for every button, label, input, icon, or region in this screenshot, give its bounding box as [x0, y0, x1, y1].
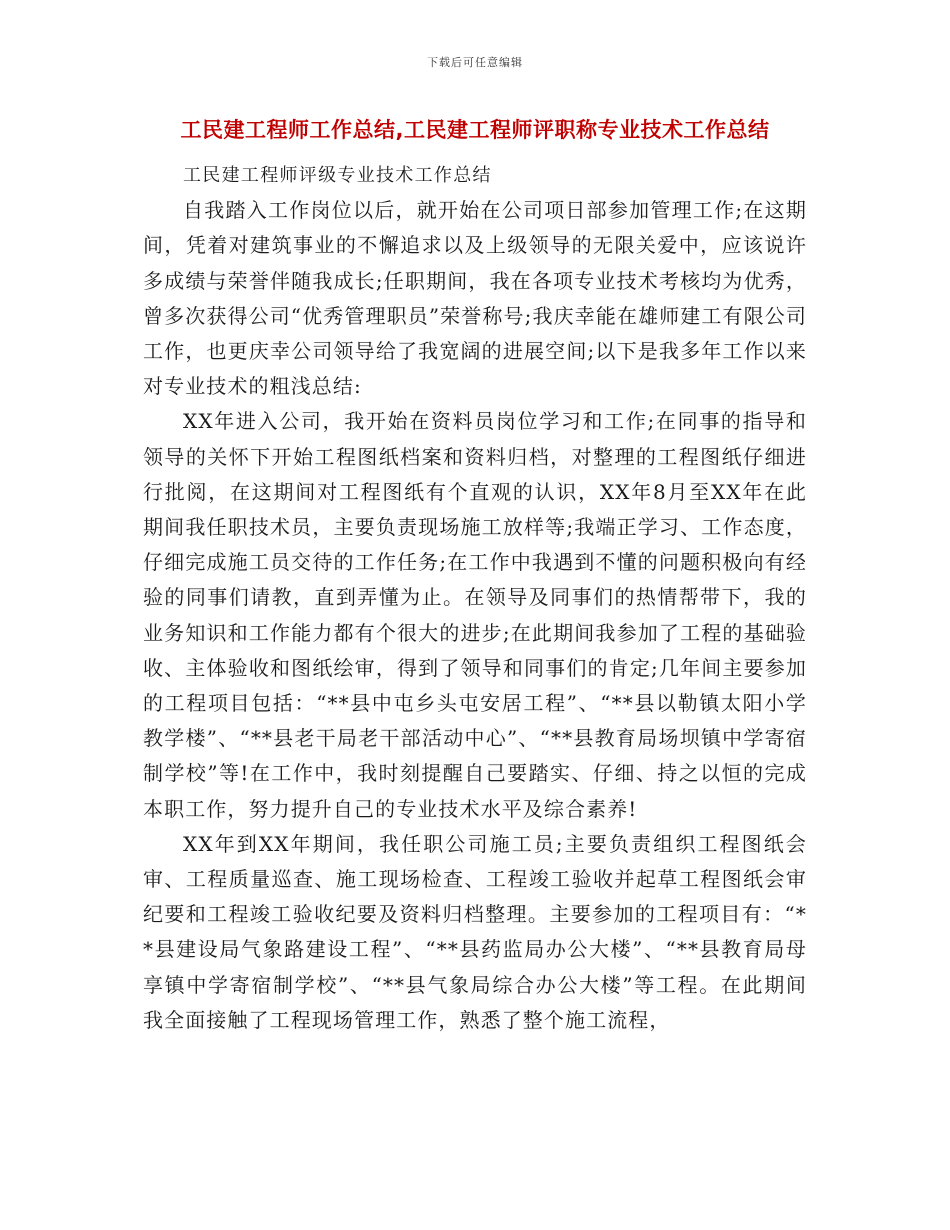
page-header-note: 下载后可任意编辑 — [427, 56, 523, 69]
paragraph-construction-role: XX年到XX年期间，我任职公司施工员;主要负责组织工程图纸会审、工程质量巡查、施工现场检查、工程竣工验收并起草工程图纸会审纪要和工程竣工验收纪要及资料归档整理。主要参加的工程项目有：“**县建设局气象路建设工程”、“**县药监局办公大楼”、“**县教育局母享镇中学寄宿制学校”、“**县气象局综合办公大楼”等工程。在此期间我全面接触了工程现场管理工作，熟悉了整个施工流程， — [143, 831, 807, 1032]
paragraph-early-career: XX年进入公司，我开始在资料员岗位学习和工作;在同事的指导和领导的关怀下开始工程图纸档案和资料归档，对整理的工程图纸仔细进行批阅，在这期间对工程图纸有个直观的认识，XX年8月至XX年在此期间我任职技术员，主要负责现场施工放样等;我端正学习、工作态度，仔细完成施工员交待的工作任务;在工作中我遇到不懂的问题积极向有经验的同事们请教，直到弄懂为止。在领导及同事们的热情帮带下，我的业务知识和工作能力都有个很大的进步;在此期间我参加了工程的基础验收、主体验收和图纸绘审，得到了领导和同事们的肯定;几年间主要参加的工程项目包括：“**县中屯乡头屯安居工程”、“**县以勒镇太阳小学教学楼”、“**县老干局老干部活动中心”、“**县教育局场坝镇中学寄宿制学校”等!在工作中，我时刻提醒自己要踏实、仔细、持之以恒的完成本职工作，努力提升自己的专业技术水平及综合素养! — [143, 409, 807, 821]
document-subtitle: 工民建工程师评级专业技术工作总结 — [183, 165, 492, 186]
document-title: 工民建工程师工作总结,工民建工程师评职称专业技术工作总结 — [180, 118, 770, 142]
paragraph-intro: 自我踏入工作岗位以后，就开始在公司项日部参加管理工作;在这期间，凭着对建筑事业的不懈追求以及上级领导的无限关爱中，应该说许多成绩与荣誉伴随我成长;任职期间，我在各项专业技术考核均为优秀，曾多次获得公司“优秀管理职员”荣誉称号;我庆幸能在雄师建工有限公司工作，也更庆幸公司领导给了我宽阔的进展空间;以下是我多年工作以来对专业技术的粗浅总结: — [143, 198, 807, 399]
document-body — [143, 158, 807, 1038]
